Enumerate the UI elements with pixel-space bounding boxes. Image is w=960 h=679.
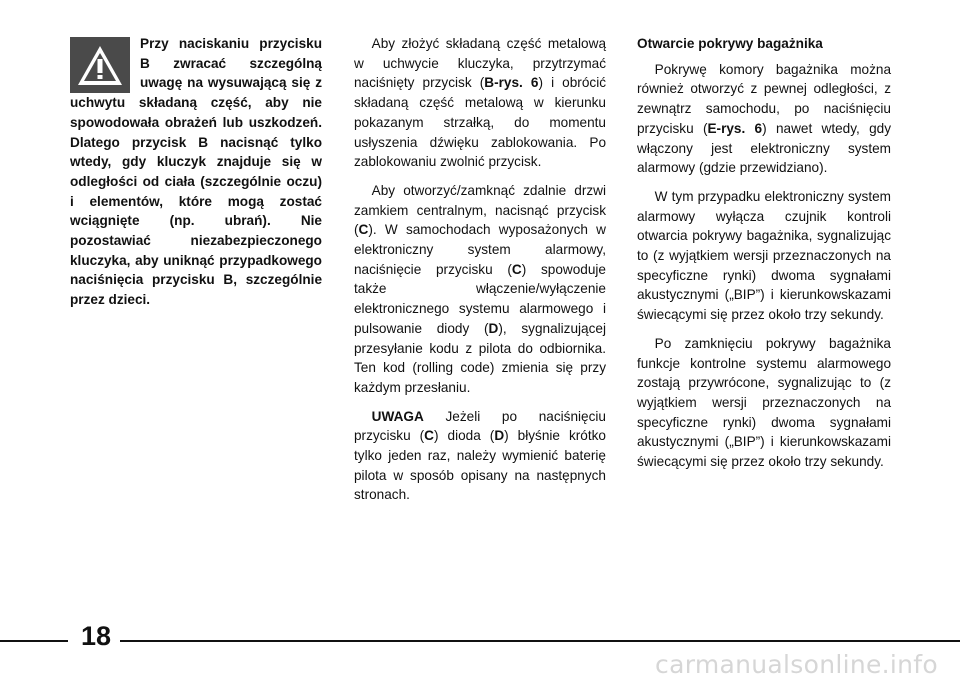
watermark: carmanualsonline.info: [655, 650, 938, 679]
warning-column: [70, 34, 322, 319]
footer-rule: [0, 640, 960, 642]
footer-rule-left: [0, 640, 68, 642]
key-column: [354, 34, 606, 514]
close-trunk-paragraph: Po zamknięciu pokrywy bagażnika funkcje kontrolne systemu alarmowego zostają przywrócone, sygnalizując to (z wyjątkiem wersji przeznaczonych na specyficzne rynki) dwoma sygnałami akustycznymi („BIP”) i kierunkowskazami świecącymi się przez około trzy sekundy.: [637, 335, 891, 470]
footer-rule-right: [120, 640, 960, 642]
note-label: UWAGA: [371, 408, 424, 424]
alarm-paragraph: W tym przypadku elektroniczny system alarmowy wyłącza czujnik kontroli otwarcia pokrywy bagażnika, sygnalizując to (z wyjątkiem wersji przeznaczonych na specyficzne rynki) dwoma sygnałami akustycznymi („BIP”) i kierunkowskazami świecącymi się przez około trzy sekundy.: [637, 188, 891, 323]
central-locking-paragraph: Aby otworzyć/zamknąć zdalnie drzwi zamkiem centralnym, nacisnąć przycisk (C). W samochodach wyposażonych w elektroniczny system alarmowy, naciśnięcie przycisku (C) spowoduje także włączenie/wyłączenie elektronicznego systemu alarmowego i pulsowanie diody (D), sygnalizującej przesyłanie kodu z pilota do odbiornika. Ten kod (rolling code) zmienia się przy każdym przesłaniu.: [354, 182, 606, 395]
section-heading: Otwarcie pokrywy bagażnika: [637, 36, 823, 51]
fold-key-paragraph: Aby złożyć składaną część metalową w uchwycie kluczyka, przytrzymać naciśnięty przycisk (B-rys. 6) i obrócić składaną część metalową w kierunku pokazanym strzałką, do momentu usłyszenia dźwięku zablokowania. Po zablokowaniu zwolnić przycisk.: [354, 36, 607, 170]
warning-triangle-icon: [70, 37, 130, 93]
trunk-column: [637, 34, 891, 481]
page-number: 18: [80, 621, 112, 651]
note-paragraph: UWAGA Jeżeli po naciśnięciu przycisku (C) dioda (D) błyśnie krótko tylko jeden raz, należy wymienić baterię pilota w sposób opisany na następnych stronach.: [354, 408, 606, 503]
warning-text: Przy naciskaniu przycisku B zwracać szczególną uwagę na wysuwającą się z uchwytu składaną część, aby nie spowodowała obrażeń lub uszkodzeń. Dlatego przycisk B nacisnąć tylko wtedy, gdy kluczyk znajduje się w odległości od ciała (szczególnie oczu) i elementów, które mogą zostać wciągnięte (np. ubrań). Nie pozostawiać niezabezpieczonego kluczyka, aby uniknąć przypadkowego naciśnięcia przycisku B, szczególnie przez dzieci.: [70, 36, 322, 308]
trunk-open-paragraph: Pokrywę komory bagażnika można również otworzyć z pewnej odległości, z zewnątrz samochodu, po naciśnięciu przycisku (E-rys. 6) nawet wtedy, gdy włączony jest elektroniczny system alarmowy (gdzie przewidziano).: [637, 61, 891, 176]
